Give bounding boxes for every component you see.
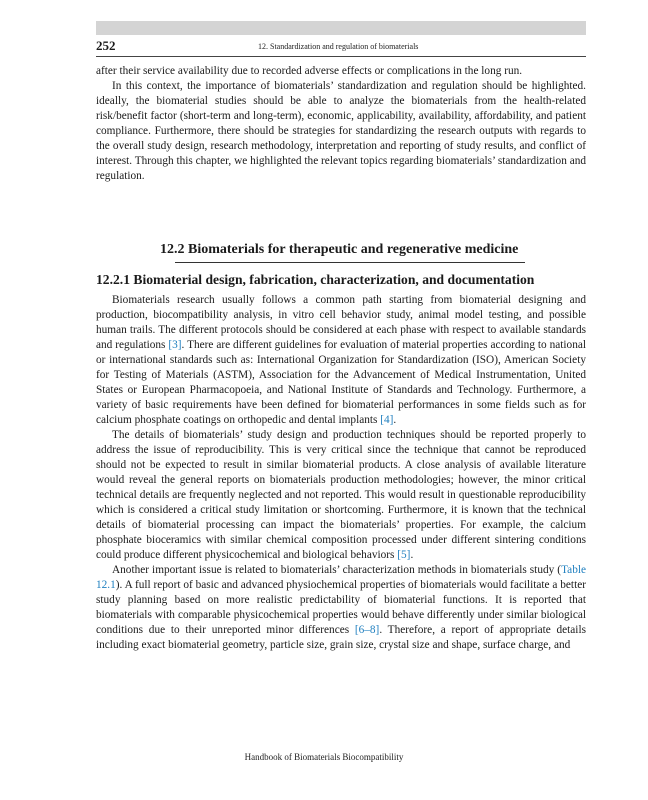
body-paragraph-3 [96,563,586,653]
footer-book-title: Handbook of Biomaterials Biocompatibility [244,752,404,762]
table-reference-link[interactable]: Table 12.1 [96,564,586,591]
intro-paragraph-1: after their service availability due to recorded adverse effects or complications in the long run. [96,65,523,77]
header-bar [96,21,586,35]
section-underline [175,262,525,263]
paragraph-text: Biomaterials research usually follows a common path starting from biomaterial designing and production, biocompatibility analysis, in vitro cell behavior study, animal model testing, and possible human trails. The different protocols should be considered at each phase with respect to available standards and regulations [96,294,586,351]
running-head: 12. Standardization and regulation of biomaterials [258,42,419,51]
section-heading: 12.2 Biomaterials for therapeutic and regenerative medicine [160,242,519,257]
subsection-heading: 12.2.1 Biomaterial design, fabrication, characterization, and documentation [96,272,535,287]
paragraph-text: . [393,414,397,426]
body-paragraph-1 [96,293,586,428]
paragraph-text: ). A full report of basic and advanced physiochemical properties of biomaterials would facilitate a better study planning based on more realistic predictability of biomaterial functions. It is reported that biomaterials with comparable physicochemical properties would behave differently under similar biological conditions due to their unreported minor differences [96,579,586,636]
intro-text [96,64,586,184]
paragraph-text: . [410,549,414,561]
intro-paragraph-2: In this context, the importance of biomaterials’ standardization and regulation should be highlighted. ideally, the biomaterial studies should be able to analyze the biomaterials from the health-related risk/benefit factor (short-term and long-term), economic, applicability, availability, affordability, and patient compliance. Furthermore, there should be strategies for standardizing the research outputs with regards to the overall study design, research methodology, interpretation and reporting of study results, and conflict of interest. Through this chapter, we highlighted the relevant topics regarding biomaterials’ standardization and regulation. [96,80,586,182]
page-number: 252 [96,38,116,53]
citation-link[interactable]: [3] [168,339,182,351]
body-paragraph-2 [96,428,586,563]
paragraph-text: . Therefore, a report of appropriate details including exact biomaterial geometry, particle size, grain size, crystal size and shape, surface charge, and [96,624,586,651]
header-rule [96,56,586,57]
paragraph-text: . There are different guidelines for evaluation of material properties according to national or international standards such as: International Organization for Standardization (ISO), American Society for Testing of Materials (ASTM), Association for the Advancement of Medical Instrumentation, United States or European Pharmacopoeia, and National Institute of Standards and Technology. Furthermore, a variety of basic requirements have been defined for biomaterial performances in some fields such as for calcium phosphate coatings on orthopedic and dental implants [96,339,586,426]
citation-link[interactable]: [4] [380,414,394,426]
citation-link[interactable]: [5] [397,549,411,561]
section-body [96,293,586,653]
paragraph-text: Another important issue is related to biomaterials’ characterization methods in biomaterials study ( [112,564,562,576]
citation-link[interactable]: [6–8] [354,624,380,636]
paragraph-text: The details of biomaterials’ study design and production techniques should be reported properly to address the issue of reproducibility. This is very critical since the technique that cannot be reproduced should not be expected to result in similar biomaterial products. A close analysis of available literature would reveal the general reports on biomaterials production methodologies; however, the minor critical technical details are frequently neglected and not reported. This would result in questionable reproducibility which is considered a critical study limitation or shortcoming. Furthermore, it is known that the technical details of biomaterial processing can impact the biomaterials’ properties. For example, the calcium phosphate bioceramics with similar chemical composition processed under different sintering conditions could produce different physicochemical and biological behaviors [96,429,586,561]
